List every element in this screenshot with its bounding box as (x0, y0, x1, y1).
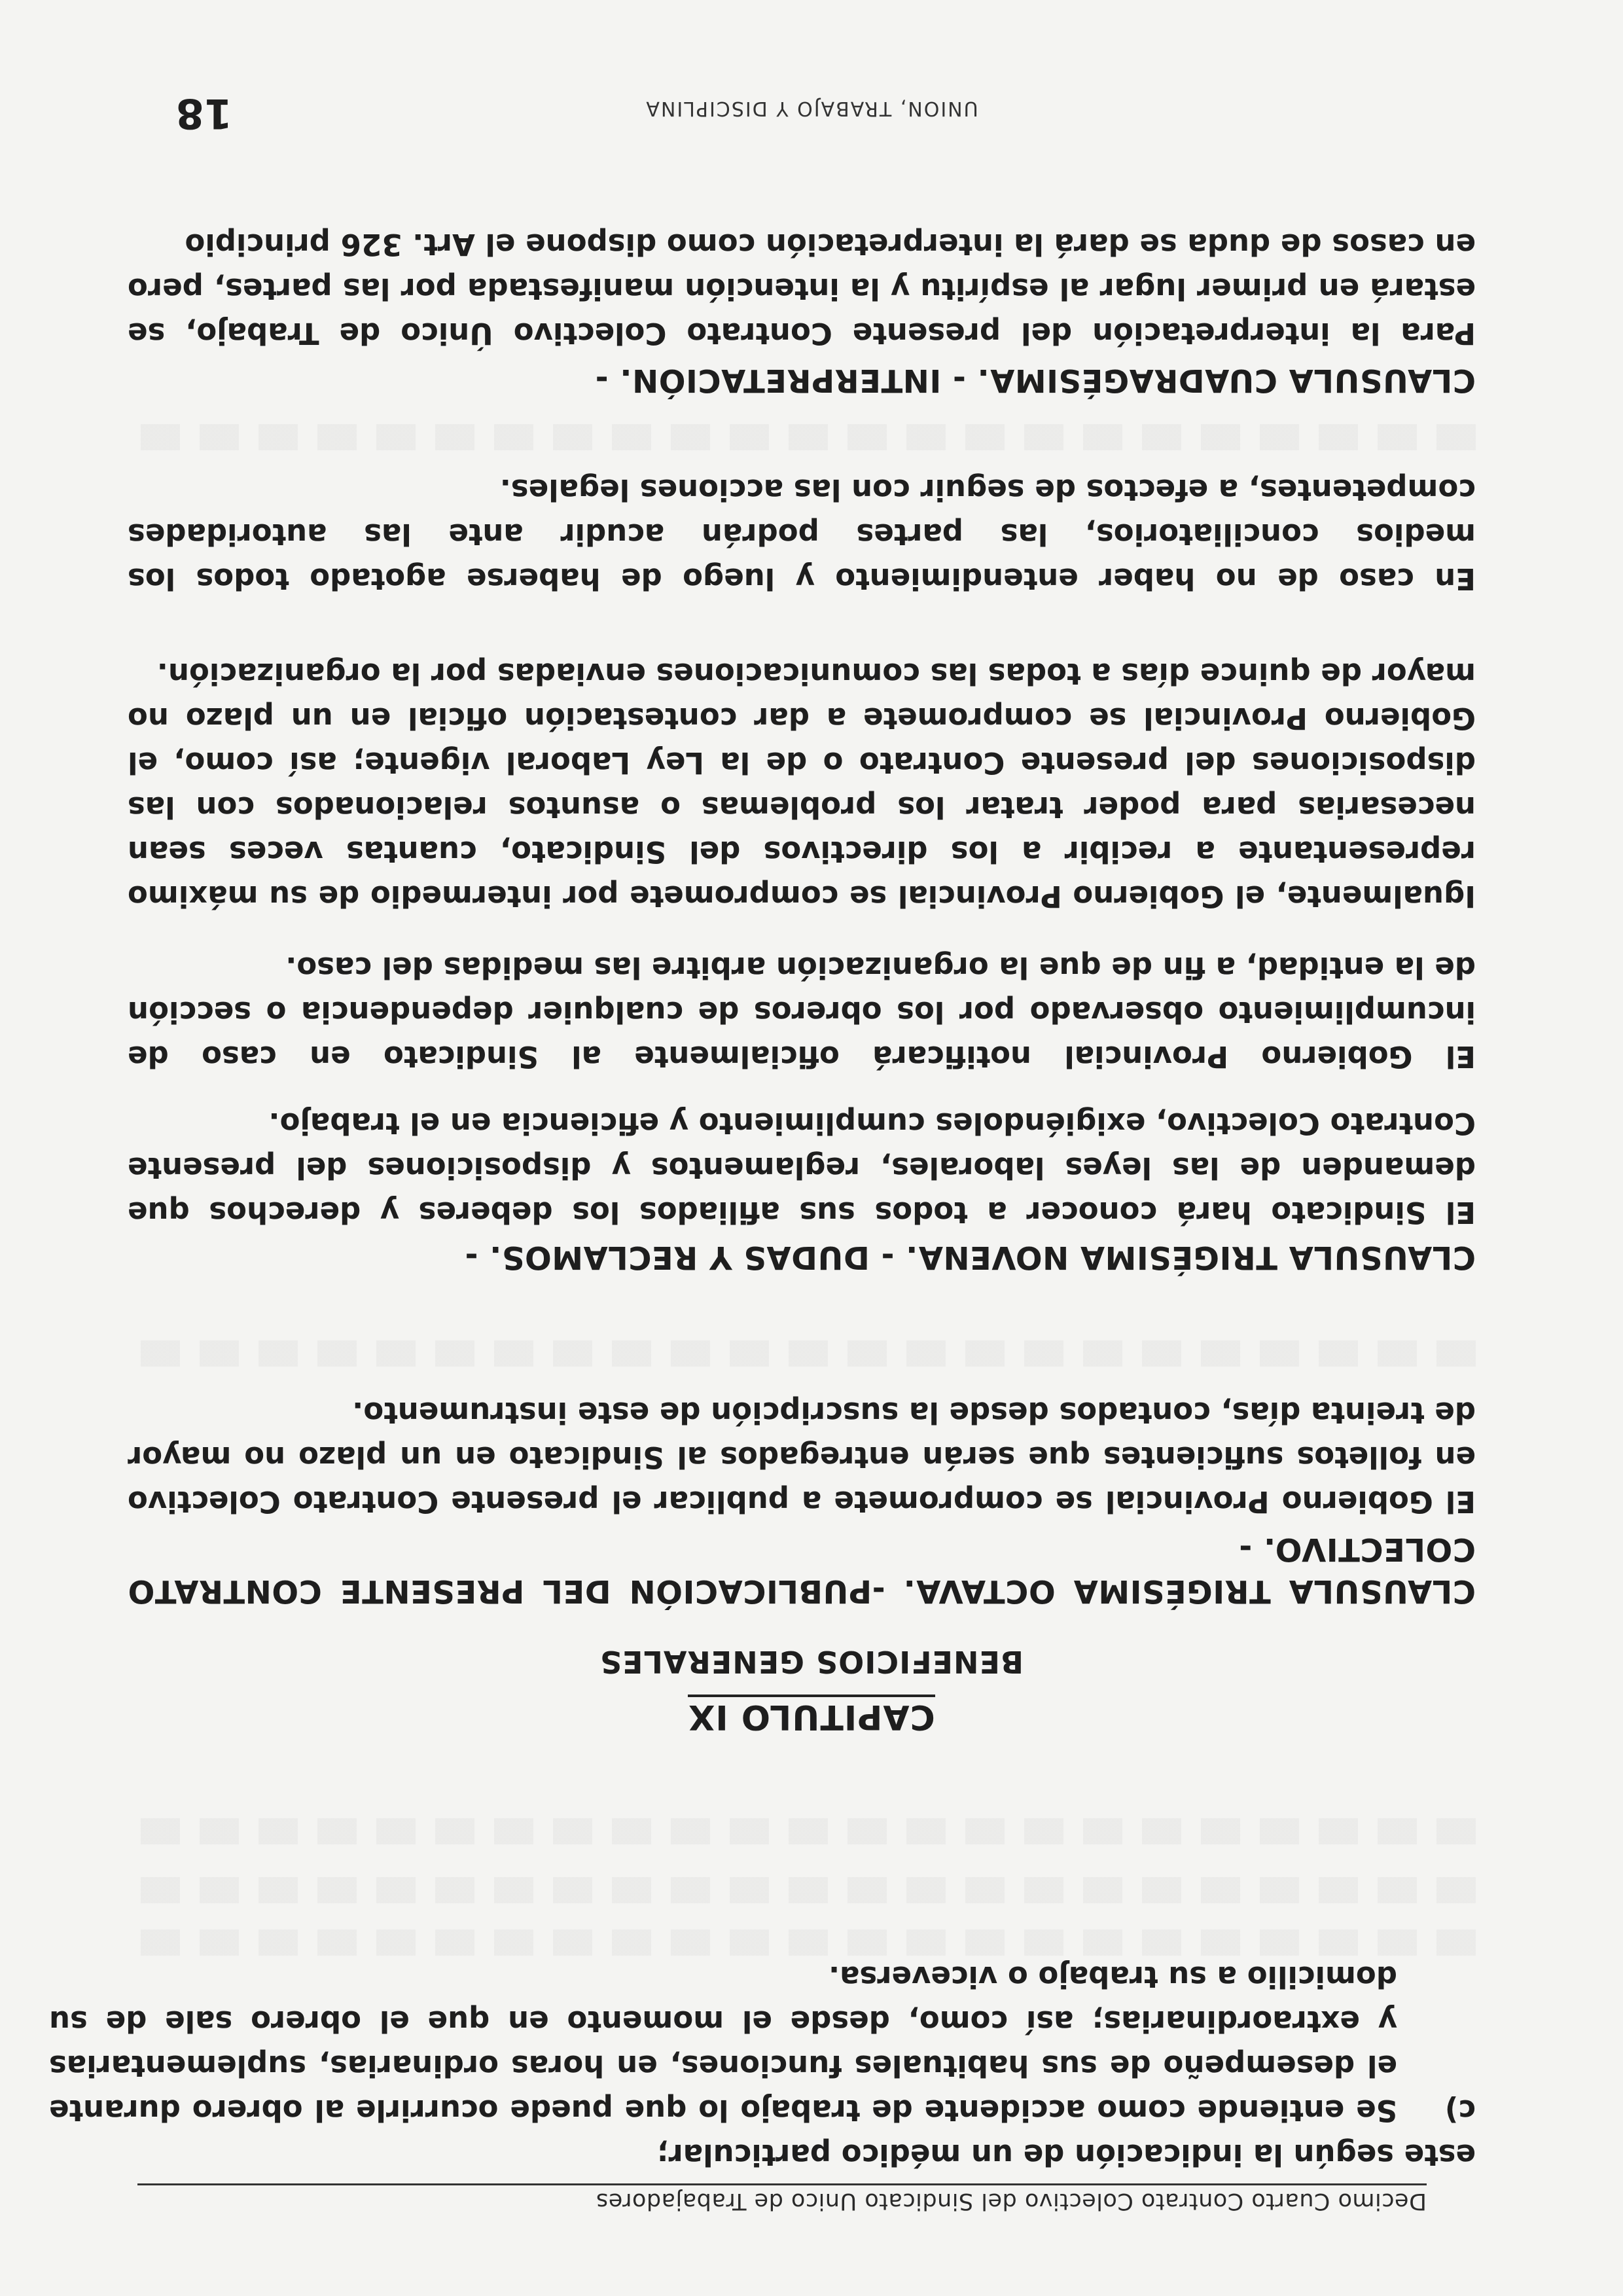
clause-body (128, 1101, 1476, 1234)
bleed-through (128, 1340, 1476, 1367)
clause-paragraph: El Sindicato hará conocer a todos sus afiliados los deberes y derechos que demanden de las leyes laborales, reglamentos y disposiciones del presente Contrato Colectivo, exigiéndoles cumplimiento y eficiencia en el trabajo. (128, 1106, 1476, 1230)
bleed-through (128, 1818, 1476, 1844)
list-item-c (49, 1954, 1476, 2132)
clause-title: CLAUSULA TRIGÉSIMA NOVENA. - DUDAS Y RECLAMOS. - (465, 1239, 1476, 1276)
clause-body (128, 651, 1476, 918)
bleed-through (128, 1877, 1476, 1903)
clause-paragraph: Para la interpretación del presente Contrato Colectivo Único de Trabajo, se estará en primer lugar al espíritu y la intención manifestada por las partes, pero en casos de duda se dará la interpretación como dispone el Art. 326 principio (128, 227, 1476, 351)
clause-body (128, 945, 1476, 1079)
continuation-line (128, 2132, 1476, 2177)
chapter-title: CAPITULO IX (0, 1697, 1623, 1736)
clause-paragraph: Igualmente, el Gobierno Provincial se compromete por intermedio de su máximo representante a recibir a los directivos del Sindicato, cuantas veces sean necesarias para poder tratar los problemas o asuntos relacionados con las disposiciones del presente Contrato o de la Ley Laboral vigente; así como, el Gobierno Provincial se compromete a dar contestación oficial en un plazo no mayor de quince días a todas las comunicaciones enviadas por la organización. (128, 656, 1476, 914)
clause-paragraph: En caso de no haber entendimiento y luego de haberse agotado todos los medios conciliatorios, las partes podrán acudir ante las autoridades competentes, a efectos de seguir con las acciones legales. (128, 473, 1476, 596)
clause-paragraph: El Gobierno Provincial se compromete a publicar el presente Contrato Colectivo en folletos suficientes que serán entregados al Sindicato en un plazo no mayor de treinta días, contados desde la suscripción de este instrumento. (128, 1395, 1476, 1519)
clause-body (128, 222, 1476, 355)
bleed-through (128, 1929, 1476, 1956)
page-number: 18 (175, 90, 232, 137)
continuation-text: este según la indicación de un médico particular; (656, 2138, 1476, 2172)
running-header: Decimo Cuarto Contrato Colectivo del Sindicato Unico de Trabajadores (137, 2183, 1427, 2214)
clause-body (128, 467, 1476, 601)
clause-body (128, 1390, 1476, 1524)
clause-title: CLAUSULA TRIGÉSIMA OCTAVA. -PUBLICACIÓN DEL PRESENTE CONTRATO COLECTIVO. - (128, 1531, 1476, 1609)
chapter-subtitle: BENEFICIOS GENERALES (599, 1644, 1024, 1679)
list-item-text: Se entiende como accidente de trabajo lo que puede ocurrirle al obrero durante el desempeño de sus habituales funciones, en horas ordinarias, suplementarias y extraordinarias; así como, desde el momento en que el obrero sale de su domicilio a su trabajo o viceversa. (49, 1960, 1397, 2128)
bleed-through (128, 424, 1476, 450)
footer-motto: UNION, TRABAJO Y DISCIPLINA (645, 97, 978, 120)
clause-paragraph: El Gobierno Provincial notificará oficialmente al Sindicato en caso de incumplimiento observado por los obreros de cualquier dependencia o sección de la entidad, a fin de que la organización arbitre las medidas del caso. (128, 950, 1476, 1074)
list-item-label: c) (1444, 2093, 1476, 2128)
clause-title: CLAUSULA CUADRAGÉSIMA. - INTERPRETACIÓN. - (595, 362, 1476, 399)
